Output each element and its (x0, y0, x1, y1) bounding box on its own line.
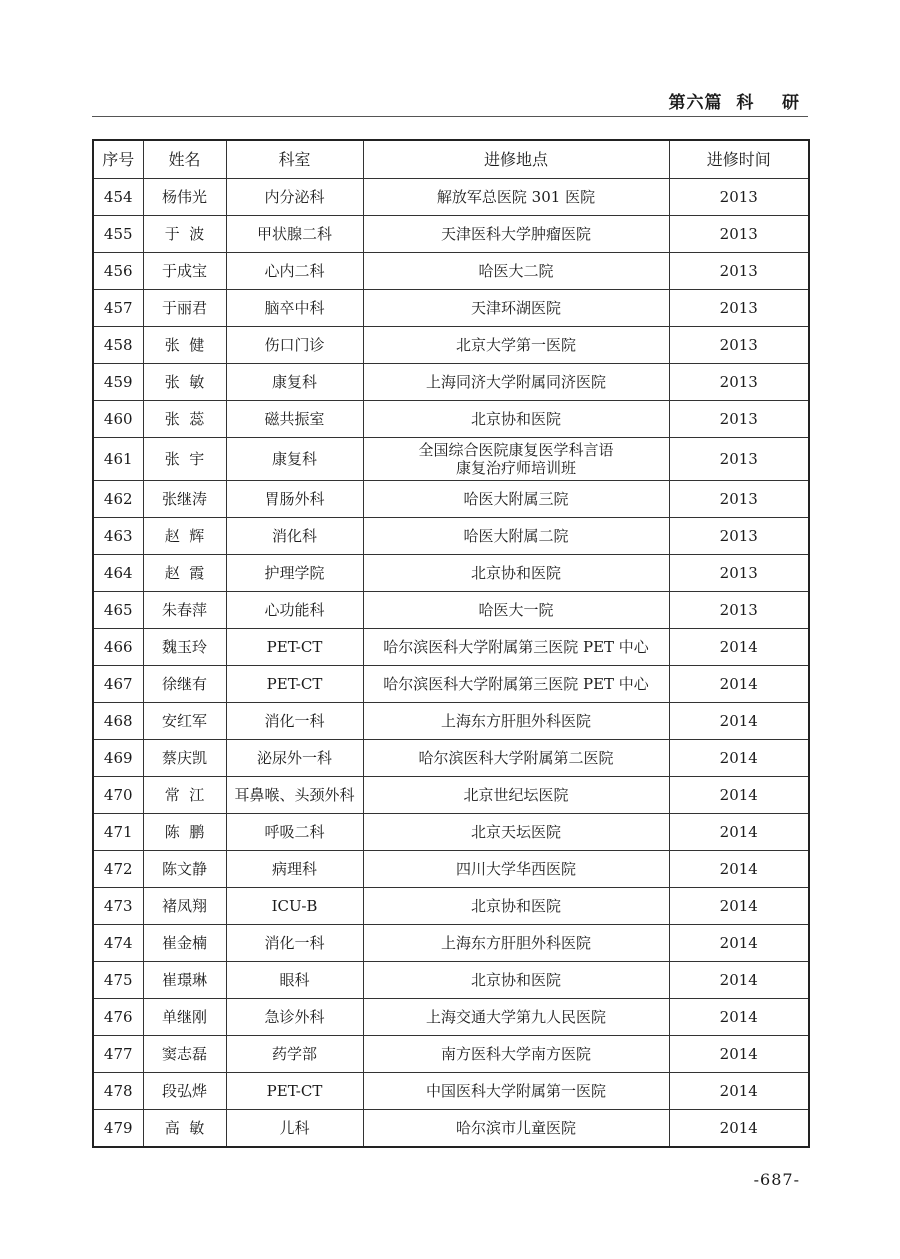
table-row (93, 1110, 809, 1148)
table-cell-year: 2014 (669, 1110, 809, 1148)
table-cell-name: 张 健 (143, 327, 226, 364)
table-cell-name: 赵 辉 (143, 518, 226, 555)
table-cell-place: 北京协和医院 (363, 555, 669, 592)
table-row (93, 555, 809, 592)
table-cell-dept: 磁共振室 (226, 401, 363, 438)
table-cell-dept: ICU-B (226, 888, 363, 925)
table-cell-no: 470 (93, 777, 143, 814)
table-cell-year: 2014 (669, 703, 809, 740)
table-row (93, 1036, 809, 1073)
table-cell-year: 2014 (669, 999, 809, 1036)
section-title: 第六篇 科 研 (668, 93, 800, 113)
table-cell-dept: 伤口门诊 (226, 327, 363, 364)
column-header-place: 进修地点 (363, 140, 669, 179)
table-cell-place: 哈尔滨市儿童医院 (363, 1110, 669, 1148)
table-cell-dept: 胃肠外科 (226, 481, 363, 518)
table-cell-dept: 心功能科 (226, 592, 363, 629)
table-cell-place: 上海东方肝胆外科医院 (363, 703, 669, 740)
table-cell-dept: 泌尿外一科 (226, 740, 363, 777)
table-cell-name: 赵 霞 (143, 555, 226, 592)
table-row (93, 777, 809, 814)
table-cell-place: 上海同济大学附属同济医院 (363, 364, 669, 401)
table-cell-year: 2014 (669, 851, 809, 888)
table-cell-no: 466 (93, 629, 143, 666)
table-cell-name: 张继涛 (143, 481, 226, 518)
table-row (93, 962, 809, 999)
table-cell-no: 461 (93, 438, 143, 481)
table-cell-dept: 内分泌科 (226, 179, 363, 216)
table-cell-year: 2013 (669, 518, 809, 555)
table-cell-year: 2013 (669, 364, 809, 401)
table-row (93, 364, 809, 401)
table-cell-name: 张 宇 (143, 438, 226, 481)
table-cell-year: 2014 (669, 925, 809, 962)
table-cell-year: 2014 (669, 814, 809, 851)
table-cell-year: 2014 (669, 740, 809, 777)
table-cell-no: 463 (93, 518, 143, 555)
table-cell-year: 2013 (669, 481, 809, 518)
table-cell-dept: PET-CT (226, 629, 363, 666)
table-cell-no: 476 (93, 999, 143, 1036)
table-cell-no: 468 (93, 703, 143, 740)
table-cell-place: 北京天坛医院 (363, 814, 669, 851)
table-cell-no: 472 (93, 851, 143, 888)
table-cell-name: 窦志磊 (143, 1036, 226, 1073)
table-cell-place: 北京协和医院 (363, 962, 669, 999)
training-roster-table (92, 139, 810, 1148)
table-row (93, 629, 809, 666)
table-cell-dept: 耳鼻喉、头颈外科 (226, 777, 363, 814)
table-cell-place: 北京世纪坛医院 (363, 777, 669, 814)
table-cell-no: 465 (93, 592, 143, 629)
table-cell-year: 2014 (669, 888, 809, 925)
table-cell-name: 褚凤翔 (143, 888, 226, 925)
table-cell-dept: 急诊外科 (226, 999, 363, 1036)
table-row (93, 290, 809, 327)
header-rule (92, 116, 808, 117)
table-cell-no: 457 (93, 290, 143, 327)
table-cell-year: 2013 (669, 327, 809, 364)
table-cell-no: 475 (93, 962, 143, 999)
table-cell-dept: PET-CT (226, 1073, 363, 1110)
table-row (93, 592, 809, 629)
table-row (93, 851, 809, 888)
table-cell-place: 天津医科大学肿瘤医院 (363, 216, 669, 253)
table-cell-place: 哈医大附属二院 (363, 518, 669, 555)
column-header-time: 进修时间 (669, 140, 809, 179)
column-header-dept: 科室 (226, 140, 363, 179)
table-cell-place: 北京协和医院 (363, 888, 669, 925)
table-cell-name: 于丽君 (143, 290, 226, 327)
table-cell-name: 蔡庆凯 (143, 740, 226, 777)
table-cell-name: 陈 鹏 (143, 814, 226, 851)
table-row (93, 481, 809, 518)
table-cell-place: 天津环湖医院 (363, 290, 669, 327)
table-cell-no: 456 (93, 253, 143, 290)
table-row (93, 518, 809, 555)
table-cell-place: 哈医大一院 (363, 592, 669, 629)
table-cell-place: 四川大学华西医院 (363, 851, 669, 888)
table-cell-name: 张 敏 (143, 364, 226, 401)
table-cell-name: 常 江 (143, 777, 226, 814)
table-cell-place: 上海东方肝胆外科医院 (363, 925, 669, 962)
table-cell-name: 崔金楠 (143, 925, 226, 962)
table-cell-year: 2014 (669, 962, 809, 999)
table-cell-dept: 脑卒中科 (226, 290, 363, 327)
table-row (93, 253, 809, 290)
table-cell-year: 2013 (669, 401, 809, 438)
table-cell-dept: 眼科 (226, 962, 363, 999)
table-row (93, 740, 809, 777)
table-cell-no: 478 (93, 1073, 143, 1110)
table-cell-no: 464 (93, 555, 143, 592)
table-cell-no: 479 (93, 1110, 143, 1148)
table-cell-no: 467 (93, 666, 143, 703)
table-row (93, 216, 809, 253)
page-number: -687- (753, 1170, 800, 1189)
table-cell-dept: 甲状腺二科 (226, 216, 363, 253)
table-cell-place: 中国医科大学附属第一医院 (363, 1073, 669, 1110)
table-cell-year: 2014 (669, 1036, 809, 1073)
table-row (93, 925, 809, 962)
table-cell-no: 454 (93, 179, 143, 216)
table-body (93, 179, 809, 1148)
table-cell-name: 高 敏 (143, 1110, 226, 1148)
table-cell-dept: 消化一科 (226, 703, 363, 740)
table-cell-dept: PET-CT (226, 666, 363, 703)
table-cell-year: 2013 (669, 555, 809, 592)
table-row (93, 888, 809, 925)
table-cell-year: 2014 (669, 666, 809, 703)
table-cell-name: 段弘烨 (143, 1073, 226, 1110)
table-row (93, 327, 809, 364)
table-cell-year: 2013 (669, 290, 809, 327)
table-cell-name: 杨伟光 (143, 179, 226, 216)
table-cell-place: 上海交通大学第九人民医院 (363, 999, 669, 1036)
column-header-no: 序号 (93, 140, 143, 179)
table-cell-place: 南方医科大学南方医院 (363, 1036, 669, 1073)
table-cell-year: 2014 (669, 1073, 809, 1110)
table-row (93, 999, 809, 1036)
table-cell-no: 462 (93, 481, 143, 518)
table-cell-name: 朱春萍 (143, 592, 226, 629)
table-cell-place: 北京协和医院 (363, 401, 669, 438)
table-cell-name: 崔璟琳 (143, 962, 226, 999)
table-cell-no: 471 (93, 814, 143, 851)
table-cell-name: 于成宝 (143, 253, 226, 290)
table-cell-name: 安红军 (143, 703, 226, 740)
table-cell-no: 469 (93, 740, 143, 777)
table-cell-no: 458 (93, 327, 143, 364)
table-cell-place: 解放军总医院 301 医院 (363, 179, 669, 216)
table-cell-name: 张 蕊 (143, 401, 226, 438)
table-row (93, 401, 809, 438)
table-cell-year: 2013 (669, 179, 809, 216)
table-cell-dept: 心内二科 (226, 253, 363, 290)
table-cell-no: 455 (93, 216, 143, 253)
table-cell-dept: 康复科 (226, 364, 363, 401)
table-cell-place: 哈尔滨医科大学附属第三医院 PET 中心 (363, 629, 669, 666)
table-cell-dept: 药学部 (226, 1036, 363, 1073)
table-cell-year: 2013 (669, 216, 809, 253)
table-cell-place: 哈医大附属三院 (363, 481, 669, 518)
table-cell-name: 魏玉玲 (143, 629, 226, 666)
table-cell-dept: 病理科 (226, 851, 363, 888)
table-row (93, 438, 809, 481)
table-row (93, 814, 809, 851)
table-cell-name: 陈文静 (143, 851, 226, 888)
table-cell-year: 2014 (669, 777, 809, 814)
table-cell-name: 于 波 (143, 216, 226, 253)
table-cell-no: 474 (93, 925, 143, 962)
table-cell-no: 459 (93, 364, 143, 401)
table-cell-no: 460 (93, 401, 143, 438)
table-cell-place: 哈尔滨医科大学附属第三医院 PET 中心 (363, 666, 669, 703)
table-cell-year: 2014 (669, 629, 809, 666)
table-cell-dept: 消化科 (226, 518, 363, 555)
table-cell-name: 单继刚 (143, 999, 226, 1036)
table-row (93, 179, 809, 216)
table-cell-place: 哈尔滨医科大学附属第二医院 (363, 740, 669, 777)
table-row (93, 666, 809, 703)
table-header-row (93, 140, 809, 179)
table-cell-place: 哈医大二院 (363, 253, 669, 290)
table-cell-place: 北京大学第一医院 (363, 327, 669, 364)
table-cell-dept: 消化一科 (226, 925, 363, 962)
table-cell-place: 全国综合医院康复医学科言语 康复治疗师培训班 (363, 438, 669, 481)
table-row (93, 1073, 809, 1110)
table-cell-year: 2013 (669, 592, 809, 629)
table-cell-dept: 呼吸二科 (226, 814, 363, 851)
table-cell-dept: 护理学院 (226, 555, 363, 592)
table-cell-dept: 康复科 (226, 438, 363, 481)
table-row (93, 703, 809, 740)
table-cell-name: 徐继有 (143, 666, 226, 703)
table-cell-dept: 儿科 (226, 1110, 363, 1148)
table-cell-no: 473 (93, 888, 143, 925)
column-header-name: 姓名 (143, 140, 226, 179)
table-cell-year: 2013 (669, 438, 809, 481)
table-cell-no: 477 (93, 1036, 143, 1073)
table-cell-year: 2013 (669, 253, 809, 290)
